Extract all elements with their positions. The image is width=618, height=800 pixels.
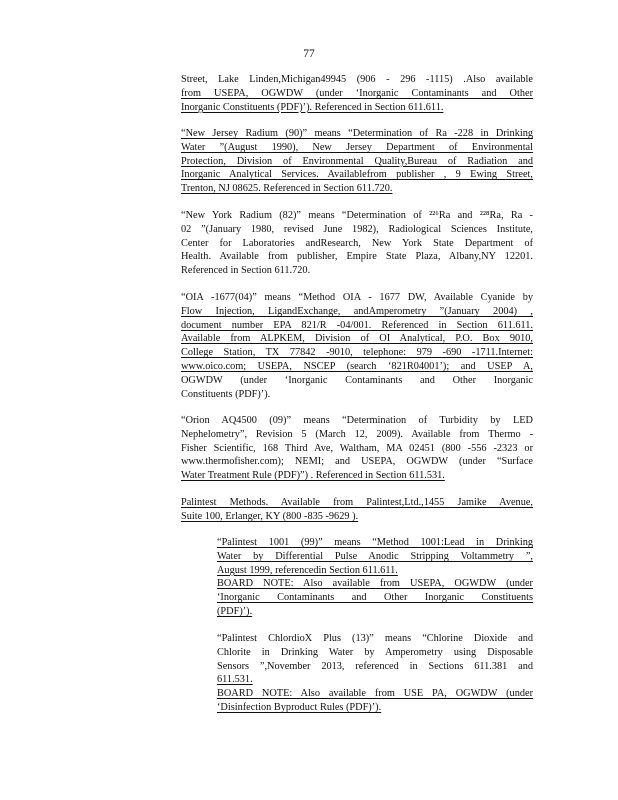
definition-palintest-chlordiox [217,632,533,715]
text-line: Inorganic Analytical Services. Availablefrom publisher , 9 Ewing Street, [181,169,533,181]
text-line: Street, Lake Linden,Michigan49945 (906 - 296 -1115) .Also available [181,74,533,85]
definition-orion-aq4500 [181,414,533,483]
text-line: (PDF)’). [217,605,253,617]
text-line: Center for Laboratories andResearch, New York State Department of [181,237,533,249]
text-line: Water ”(August 1990), New Jersey Department of Environmental [181,141,533,153]
text-line: Suite 100, Erlanger, KY (800 -835 -9629 ). [181,510,359,522]
text-line: 02 ”(January 1980, revised June 1982), Radiological Sciences Institute, [181,223,533,235]
text-line: Referenced in Section 611.720. [181,265,311,277]
text-line: “New York Radium (82)” means “Determination of ²²⁶Ra and ²²⁸Ra, Ra - [181,210,533,221]
text-line: document number EPA 821/R -04/001. Referenced in Section 611.611. [181,319,533,331]
text-line: BOARD NOTE: Also available from USEPA, OGWDW (under [217,578,533,590]
definition-new-jersey-radium [181,127,533,196]
text-line: www.oico.com; USEPA, NSCEP (search ‘821R04001’); and USEP A, [181,360,533,372]
text-line: Health. Available from publisher, Empire State Plaza, Albany,NY 12201. [181,251,533,263]
text-line: Chlorite in Drinking Water by Amperometry using Disposable [217,646,533,658]
text-line: Palintest Methods. Available from Palintest,Ltd.,1455 Jamike Avenue, [181,497,533,508]
text-line: August 1999, referencedin Section 611.611. [217,564,398,576]
text-line: www.thermofisher.com); NEMI; and USEPA, OGWDW (under “Surface [181,456,533,468]
definition-oia-1677 [181,291,533,401]
text-line: Water Treatment Rule (PDF)”) . Referenced in Section 611.531. [181,470,445,482]
page-number: 77 [303,48,315,60]
text-line: Constituents (PDF)’). [181,388,271,400]
text-line: Protection, Division of Environmental Quality,Bureau of Radiation and [181,155,533,167]
text-line: “Palintest ChlordioX Plus (13)” means “Chlorine Dioxide and [217,633,533,644]
text-line: “Orion AQ4500 (09)” means “Determination of Turbidity by LED [181,415,533,426]
paragraph-continuation [181,73,533,114]
text-line: Nephelometry”, Revision 5 (March 12, 2009). Available from Thermo - [181,428,533,440]
definition-new-york-radium [181,209,533,278]
text-line: Sensors ”,November 2013, referenced in Sections 611.381 and [217,660,533,672]
text-line: BOARD NOTE: Also available from USE PA, OGWDW (under [217,688,533,700]
text-line: Fisher Scientific, 168 Third Ave, Waltham, MA 02451 (800 -556 -2323 or [181,442,533,454]
heading-palintest-methods [181,496,533,524]
text-line: Water by Differential Pulse Anodic Stripping Voltammetry ”, [217,550,533,562]
text-line: 611.531. [217,674,253,686]
text-line: “Palintest 1001 (99)” means “Method 1001:Lead in Drinking [217,537,533,548]
text-line: Flow Injection, LigandExchange, andAmperometry ”(January 2004) , [181,305,533,317]
text-line: Available from ALPKEM, Division of OI Analytical, P.O. Box 9010, [181,333,533,345]
definition-palintest-1001 [217,536,533,619]
text-line: Trenton, NJ 08625. Referenced in Section 611.720. [181,183,393,195]
text-line: “OIA -1677(04)” means “Method OIA - 1677 DW, Available Cyanide by [181,292,533,303]
text-line: College Station, TX 77842 -9010, telephone: 979 -690 -1711.Internet: [181,347,533,359]
text-line: “New Jersey Radium (90)” means “Determination of Ra -228 in Drinking [181,128,533,139]
text-line: OGWDW (under ‘Inorganic Contaminants and Other Inorganic [181,374,533,386]
text-line: from USEPA, OGWDW (under ‘Inorganic Contaminants and Other [181,87,533,99]
text-line: Inorganic Constituents (PDF)’). Referenced in Section 611.611. [181,101,444,113]
text-line: ‘Inorganic Contaminants and Other Inorganic Constituents [217,592,533,604]
text-line: ‘Disinfection Byproduct Rules (PDF)’). [217,701,382,713]
